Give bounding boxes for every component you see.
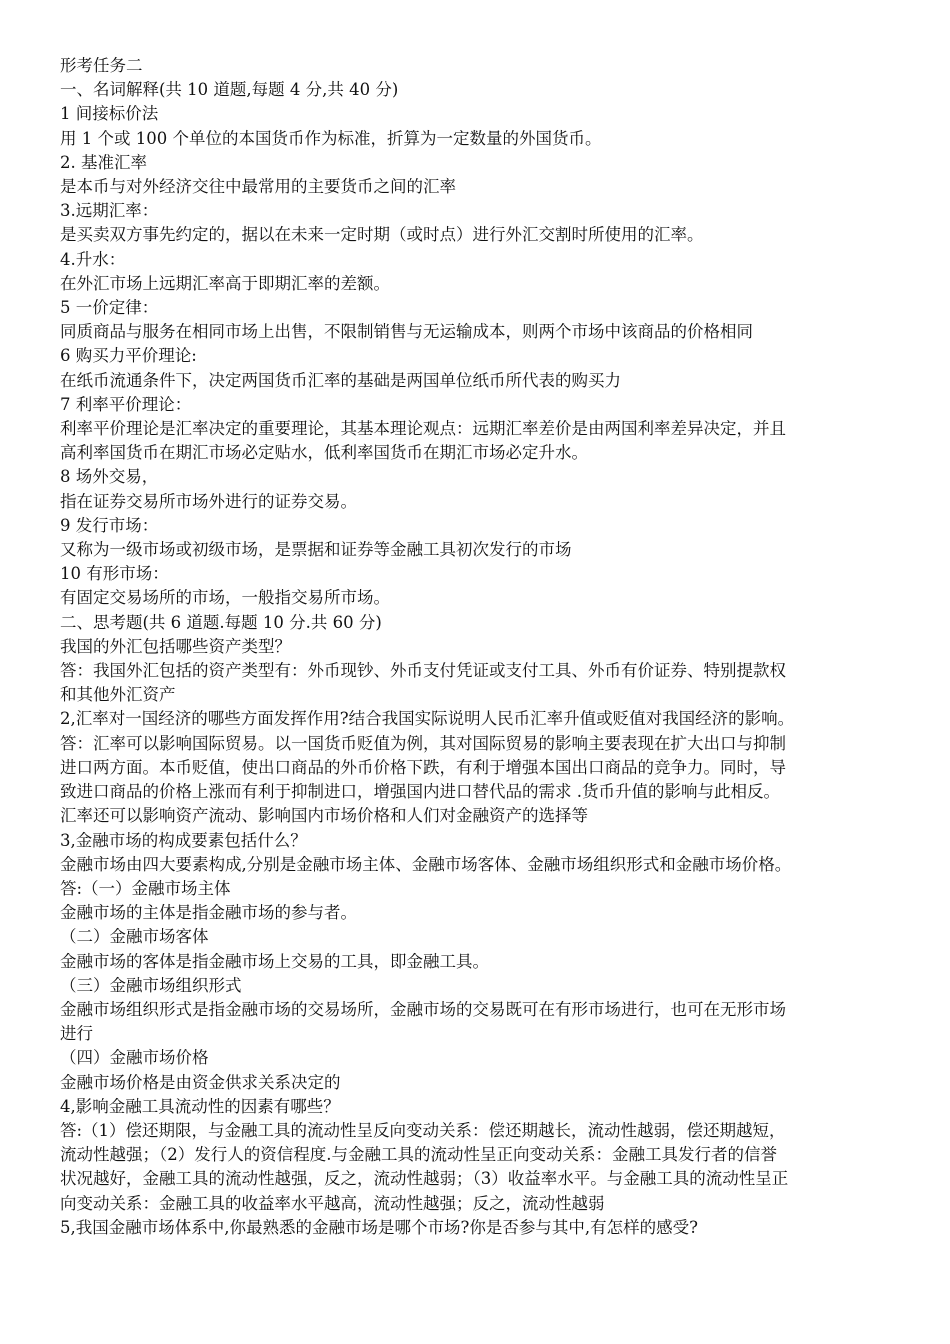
text-line: 用 1 个或 100 个单位的本国货币作为标准，折算为一定数量的外国货币。 xyxy=(60,128,602,148)
text-line: 2,汇率对一国经济的哪些方面发挥作用?结合我国实际说明人民币汇率升值或贬值对我国经济的影响。 xyxy=(60,709,795,729)
text-line: 二、思考题(共 6 道题.每题 10 分.共 60 分) xyxy=(60,612,382,632)
document-body xyxy=(60,54,920,1240)
text-line: 向变动关系：金融工具的收益率水平越高，流动性越强；反之，流动性越弱 xyxy=(60,1193,605,1213)
text-line: 状况越好，金融工具的流动性越强，反之，流动性越弱；（3）收益率水平。与金融工具的流动性呈正 xyxy=(60,1169,789,1189)
text-line: 6 购买力平价理论: xyxy=(60,346,197,366)
text-line: 2. 基准汇率 xyxy=(60,152,147,172)
text-line: 答:（一）金融市场主体 xyxy=(60,878,231,898)
text-line: 金融市场由四大要素构成,分别是金融市场主体、金融市场客体、金融市场组织形式和金融市场价格。 xyxy=(60,854,792,874)
text-line: 是买卖双方事先约定的，据以在未来一定时期（或时点）进行外汇交割时所使用的汇率。 xyxy=(60,225,704,245)
text-line: 又称为一级市场或初级市场，是票据和证券等金融工具初次发行的市场 xyxy=(60,540,572,560)
text-line: （三）金融市场组织形式 xyxy=(60,975,242,995)
text-line: 有固定交易场所的市场，一般指交易所市场。 xyxy=(60,588,390,608)
text-line: 4,影响金融工具流动性的因素有哪些？ xyxy=(60,1096,340,1116)
text-line: 3.远期汇率： xyxy=(60,201,159,221)
text-line: 9 发行市场： xyxy=(60,515,159,535)
text-line: 汇率还可以影响资产流动、影响国内市场价格和人们对金融资产的选择等 xyxy=(60,806,588,826)
text-line: 指在证券交易所市场外进行的证券交易。 xyxy=(60,491,357,511)
text-line: 金融市场组织形式是指金融市场的交易场所，金融市场的交易既可在有形市场进行，也可在无形市场 xyxy=(60,999,786,1019)
text-line: 7 利率平价理论： xyxy=(60,394,192,414)
text-line: 金融市场价格是由资金供求关系决定的 xyxy=(60,1072,341,1092)
text-line: 5 一价定律： xyxy=(60,298,159,318)
text-line: 5,我国金融市场体系中,你最熟悉的金融市场是哪个市场?你是否参与其中,有怎样的感受? xyxy=(60,1217,698,1237)
text-line: 我国的外汇包括哪些资产类型？ xyxy=(60,636,291,656)
text-line: 在外汇市场上远期汇率高于即期汇率的差额。 xyxy=(60,273,390,293)
text-line: 金融市场的客体是指金融市场上交易的工具，即金融工具。 xyxy=(60,951,489,971)
text-line: 8 场外交易， xyxy=(60,467,159,487)
text-line: 答：我国外汇包括的资产类型有：外币现钞、外币支付凭证或支付工具、外币有价证券、特别提款权 xyxy=(60,661,786,681)
text-line: 高利率国货币在期汇市场必定贴水，低利率国货币在期汇市场必定升水。 xyxy=(60,443,588,463)
text-line: 是本币与对外经济交往中最常用的主要货币之间的汇率 xyxy=(60,177,456,197)
text-line: 进行 xyxy=(60,1024,93,1044)
text-line: （二）金融市场客体 xyxy=(60,927,209,947)
text-line: 在纸币流通条件下，决定两国货币汇率的基础是两国单位纸币所代表的购买力 xyxy=(60,370,621,390)
text-line: 和其他外汇资产 xyxy=(60,685,176,705)
text-line: （四）金融市场价格 xyxy=(60,1048,209,1068)
text-line: 流动性越强；（2）发行人的资信程度.与金融工具的流动性呈正向变动关系：金融工具发行者的信誉 xyxy=(60,1145,777,1165)
text-line: 一、名词解释(共 10 道题,每题 4 分,共 40 分) xyxy=(60,80,399,100)
text-line: 金融市场的主体是指金融市场的参与者。 xyxy=(60,903,357,923)
text-line: 致进口商品的价格上涨而有利于抑制进口，增强国内进口替代品的需求 .货币升值的影响与此相反。 xyxy=(60,782,780,802)
text-line: 1 间接标价法 xyxy=(60,104,159,124)
text-line: 4.升水： xyxy=(60,249,126,269)
text-line: 形考任务二 xyxy=(60,56,143,75)
text-line: 答:（1）偿还期限，与金融工具的流动性呈反向变动关系：偿还期越长，流动性越弱，偿还期越短， xyxy=(60,1120,786,1140)
text-line: 3,金融市场的构成要素包括什么？ xyxy=(60,830,307,850)
text-line: 同质商品与服务在相同市场上出售，不限制销售与无运输成本，则两个市场中该商品的价格相同 xyxy=(60,322,753,342)
text-line: 进口两方面。本币贬值，使出口商品的外币价格下跌，有利于增强本国出口商品的竞争力。同时，导 xyxy=(60,757,786,777)
text-line: 答：汇率可以影响国际贸易。以一国货币贬值为例，其对国际贸易的影响主要表现在扩大出口与抑制 xyxy=(60,733,786,753)
text-line: 利率平价理论是汇率决定的重要理论，其基本理论观点：远期汇率差价是由两国利率差异决定，并且 xyxy=(60,419,786,439)
text-line: 10 有形市场： xyxy=(60,564,169,584)
